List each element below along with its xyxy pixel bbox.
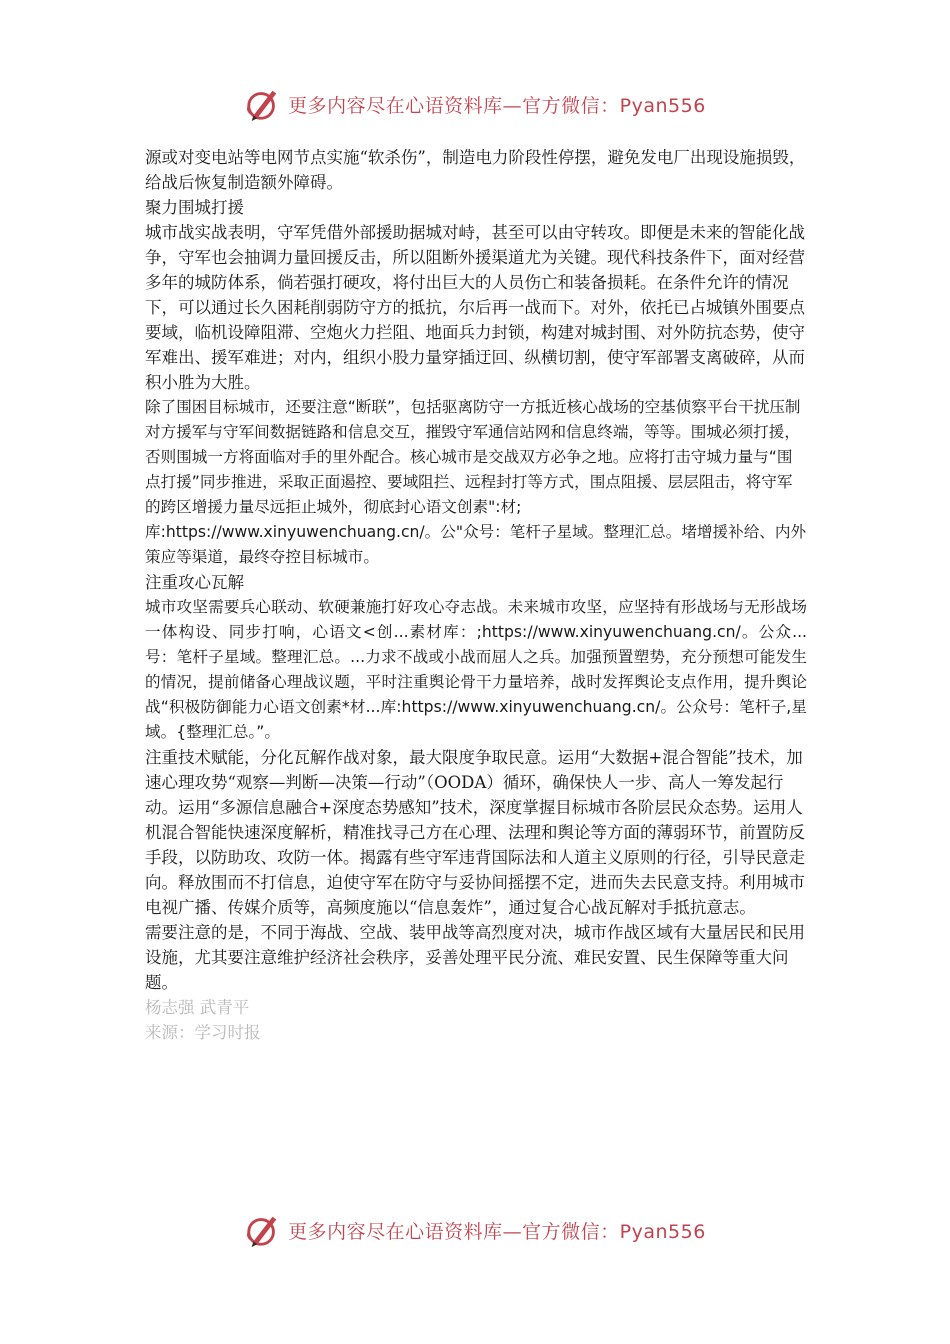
- header-banner: [0, 82, 950, 126]
- author-line: 杨志强 武青平: [145, 998, 250, 1017]
- banner-wechat-id: Pyan556: [619, 94, 706, 117]
- paragraph: 需要注意的是，不同于海战、空战、装甲战等高烈度对决，城市作战区域有大量居民和民用设施，尤其要注意维护经济社会秩序，妥善处理平民分流、难民安置、民生保障等重大问题。: [145, 923, 805, 992]
- source-line: 来源：学习时报: [145, 1023, 261, 1042]
- pen-logo-icon: [244, 1211, 282, 1249]
- paragraph: 注重技术赋能，分化瓦解作战对象，最大限度争取民意。运用“大数据+混合智能”技术，加速心理攻势“观察—判断—决策—行动”（OODA）循环，确保快人一步、高人一筹发起行动。运用“多源信息融合+深度态势感知”技术，深度掌握目标城市各阶层民众态势。运用人机混合智能快速深度解析，精准找寻己方在心理、法理和舆论等方面的薄弱环节，前置防反手段，以防助攻、攻防一体。揭露有些守军违背国际法和人道主义原则的行径，引导民意走向。释放围而不打信息，迫使守军在防守与妥协间摇摆不定，进而失去民意支持。利用城市电视广播、传媒介质等，高频度施以“信息轰炸”，通过复合心战瓦解对手抵抗意志。: [145, 748, 805, 917]
- footer-banner: [0, 1208, 950, 1252]
- banner-text: 更多内容尽在心语资料库—官方微信：Pyan556: [288, 94, 706, 117]
- article-body: [145, 145, 807, 1045]
- paragraph: 源或对变电站等电网节点实施“软杀伤”，制造电力阶段性停摆，避免发电厂出现设施损毁，给战后恢复制造额外障碍。: [145, 148, 806, 192]
- banner-text: 更多内容尽在心语资料库—官方微信：Pyan556: [288, 1220, 706, 1243]
- section-heading: 注重攻心瓦解: [145, 573, 244, 592]
- section-heading: 聚力围城打援: [145, 198, 244, 217]
- banner-wechat-id: Pyan556: [619, 1220, 706, 1243]
- paragraph: 城市攻坚需要兵心联动、软硬兼施打好攻心夺志战。未来城市攻坚，应坚持有形战场与无形战场一体构设、同步打响，心语文<创...素材库：;https://www.xinyuwenchuang.cn/。公众...号：笔杆子星域。整理汇总。...力求不战或小战而屈人之兵。加强预置塑势，充分预想可能发生的情况，提前储备心理战议题，平时注重舆论骨干力量培养，战时发挥舆论支点作用，提升舆论战“积极防御能力心语文创素*材...库:https://www.xinyuwenchuang.cn/。公众号：笔杆子,星域。{整理汇总。”。: [145, 598, 807, 741]
- pen-logo-icon: [244, 85, 282, 123]
- paragraph: 除了围困目标城市，还要注意“断联”，包括驱离防守一方抵近核心战场的空基侦察平台干扰压制对方援军与守军间数据链路和信息交互，摧毁守军通信站网和信息终端，等等。围城必须打援，否则围城一方将面临对手的里外配合。核心城市是交战双方必争之地。应将打击守城力量与“围点打援”同步推进，采取正面遏控、要域阻拦、远程封打等方式，围点阻援、层层阻击，将守军的跨区增援力量尽远拒止城外，彻底封心语文创素":材;库:https://www.xinyuwenchuang.cn/。公"众号：笔杆子星域。整理汇总。堵增援补给、内外策应等渠道，最终夺控目标城市。: [145, 398, 807, 566]
- paragraph: 城市战实战表明，守军凭借外部援助据城对峙，甚至可以由守转攻。即便是未来的智能化战争，守军也会抽调力量回援反击，所以阻断外援渠道尤为关键。现代科技条件下，面对经营多年的城防体系，倘若强打硬攻，将付出巨大的人员伤亡和装备损耗。在条件允许的情况下，可以通过长久困耗削弱防守方的抵抗，尔后再一战而下。对外，依托已占城镇外围要点要域，临机设障阻滞、空炮火力拦阻、地面兵力封锁，构建对城封围、对外防抗态势，使守军难出、援军难进；对内，组织小股力量穿插迂回、纵横切割，使守军部署支离破碎，从而积小胜为大胜。: [145, 223, 805, 392]
